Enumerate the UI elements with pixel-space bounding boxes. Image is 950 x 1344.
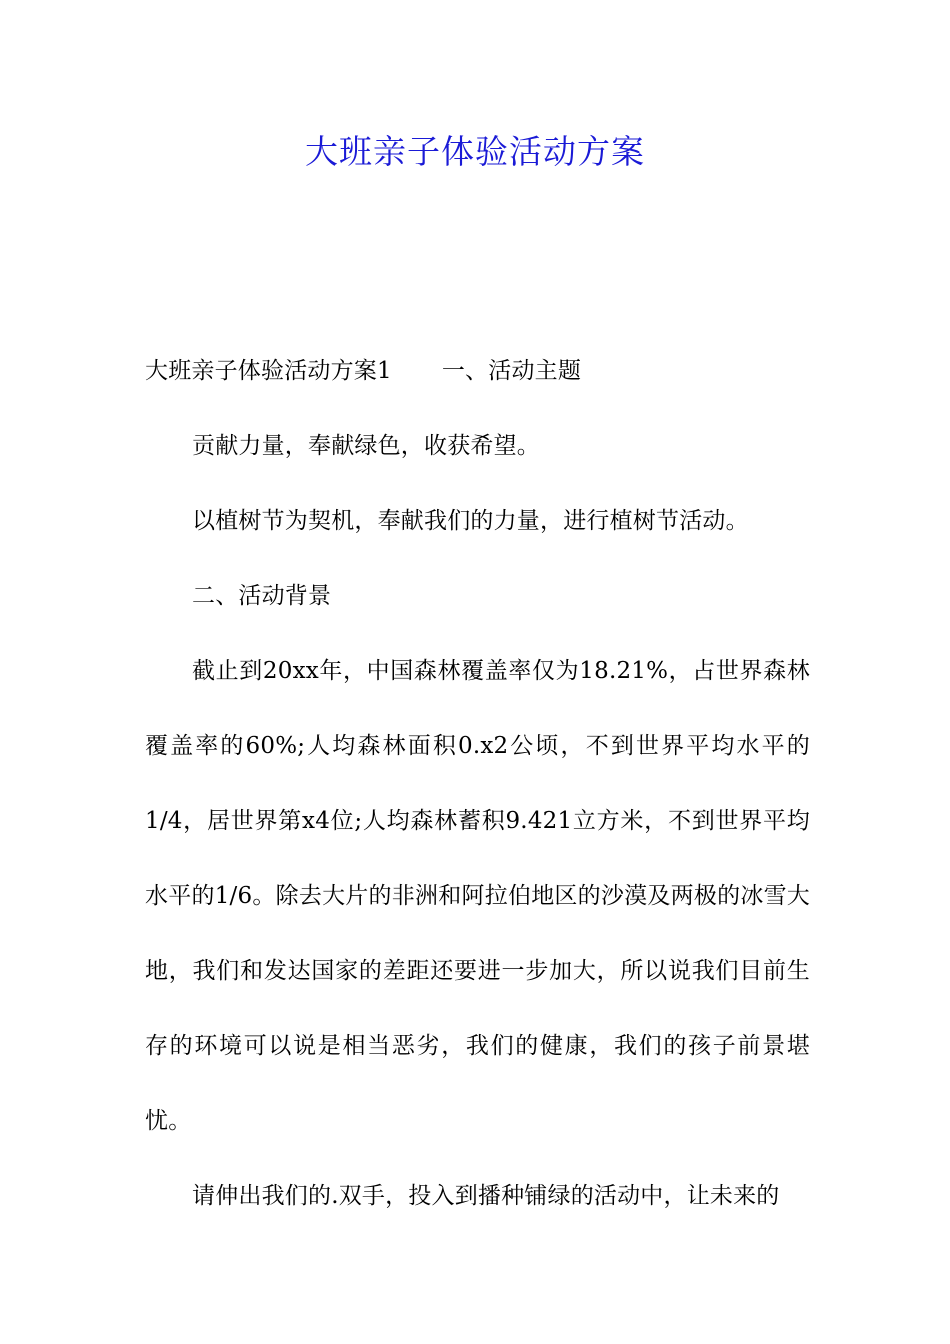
paragraph-purpose: 以植树节为契机，奉献我们的力量，进行植树节活动。 bbox=[192, 508, 749, 534]
paragraph-theme: 贡献力量，奉献绿色，收获希望。 bbox=[192, 433, 540, 459]
paragraph-background: 截止到20xx年，中国森林覆盖率仅为18.21%，占世界森林覆盖率的60%;人均森林面积0.x2公顷，不到世界平均水平的1/4，居世界第x4位;人均森林蓄积9.421立方米，不到世界平均水平的1/6。除去大片的非洲和阿拉伯地区的沙漠及两极的冰雪大地，我们和发达国家的差距还要进一步加大，所以说我们目前生存的环境可以说是相当恶劣，我们的健康，我们的孩子前景堪忧。 bbox=[145, 658, 810, 1134]
paragraph-call-to-action: 请伸出我们的.双手，投入到播种铺绿的活动中，让未来的 bbox=[192, 1183, 780, 1209]
section-heading-background: 二、活动背景 bbox=[192, 583, 332, 609]
document-body bbox=[145, 334, 810, 1234]
plan-name: 大班亲子体验活动方案1 bbox=[145, 358, 392, 384]
section-heading-theme: 一、活动主题 bbox=[441, 358, 582, 384]
heading-line bbox=[145, 334, 810, 409]
document-title: 大班亲子体验活动方案 bbox=[305, 132, 645, 171]
